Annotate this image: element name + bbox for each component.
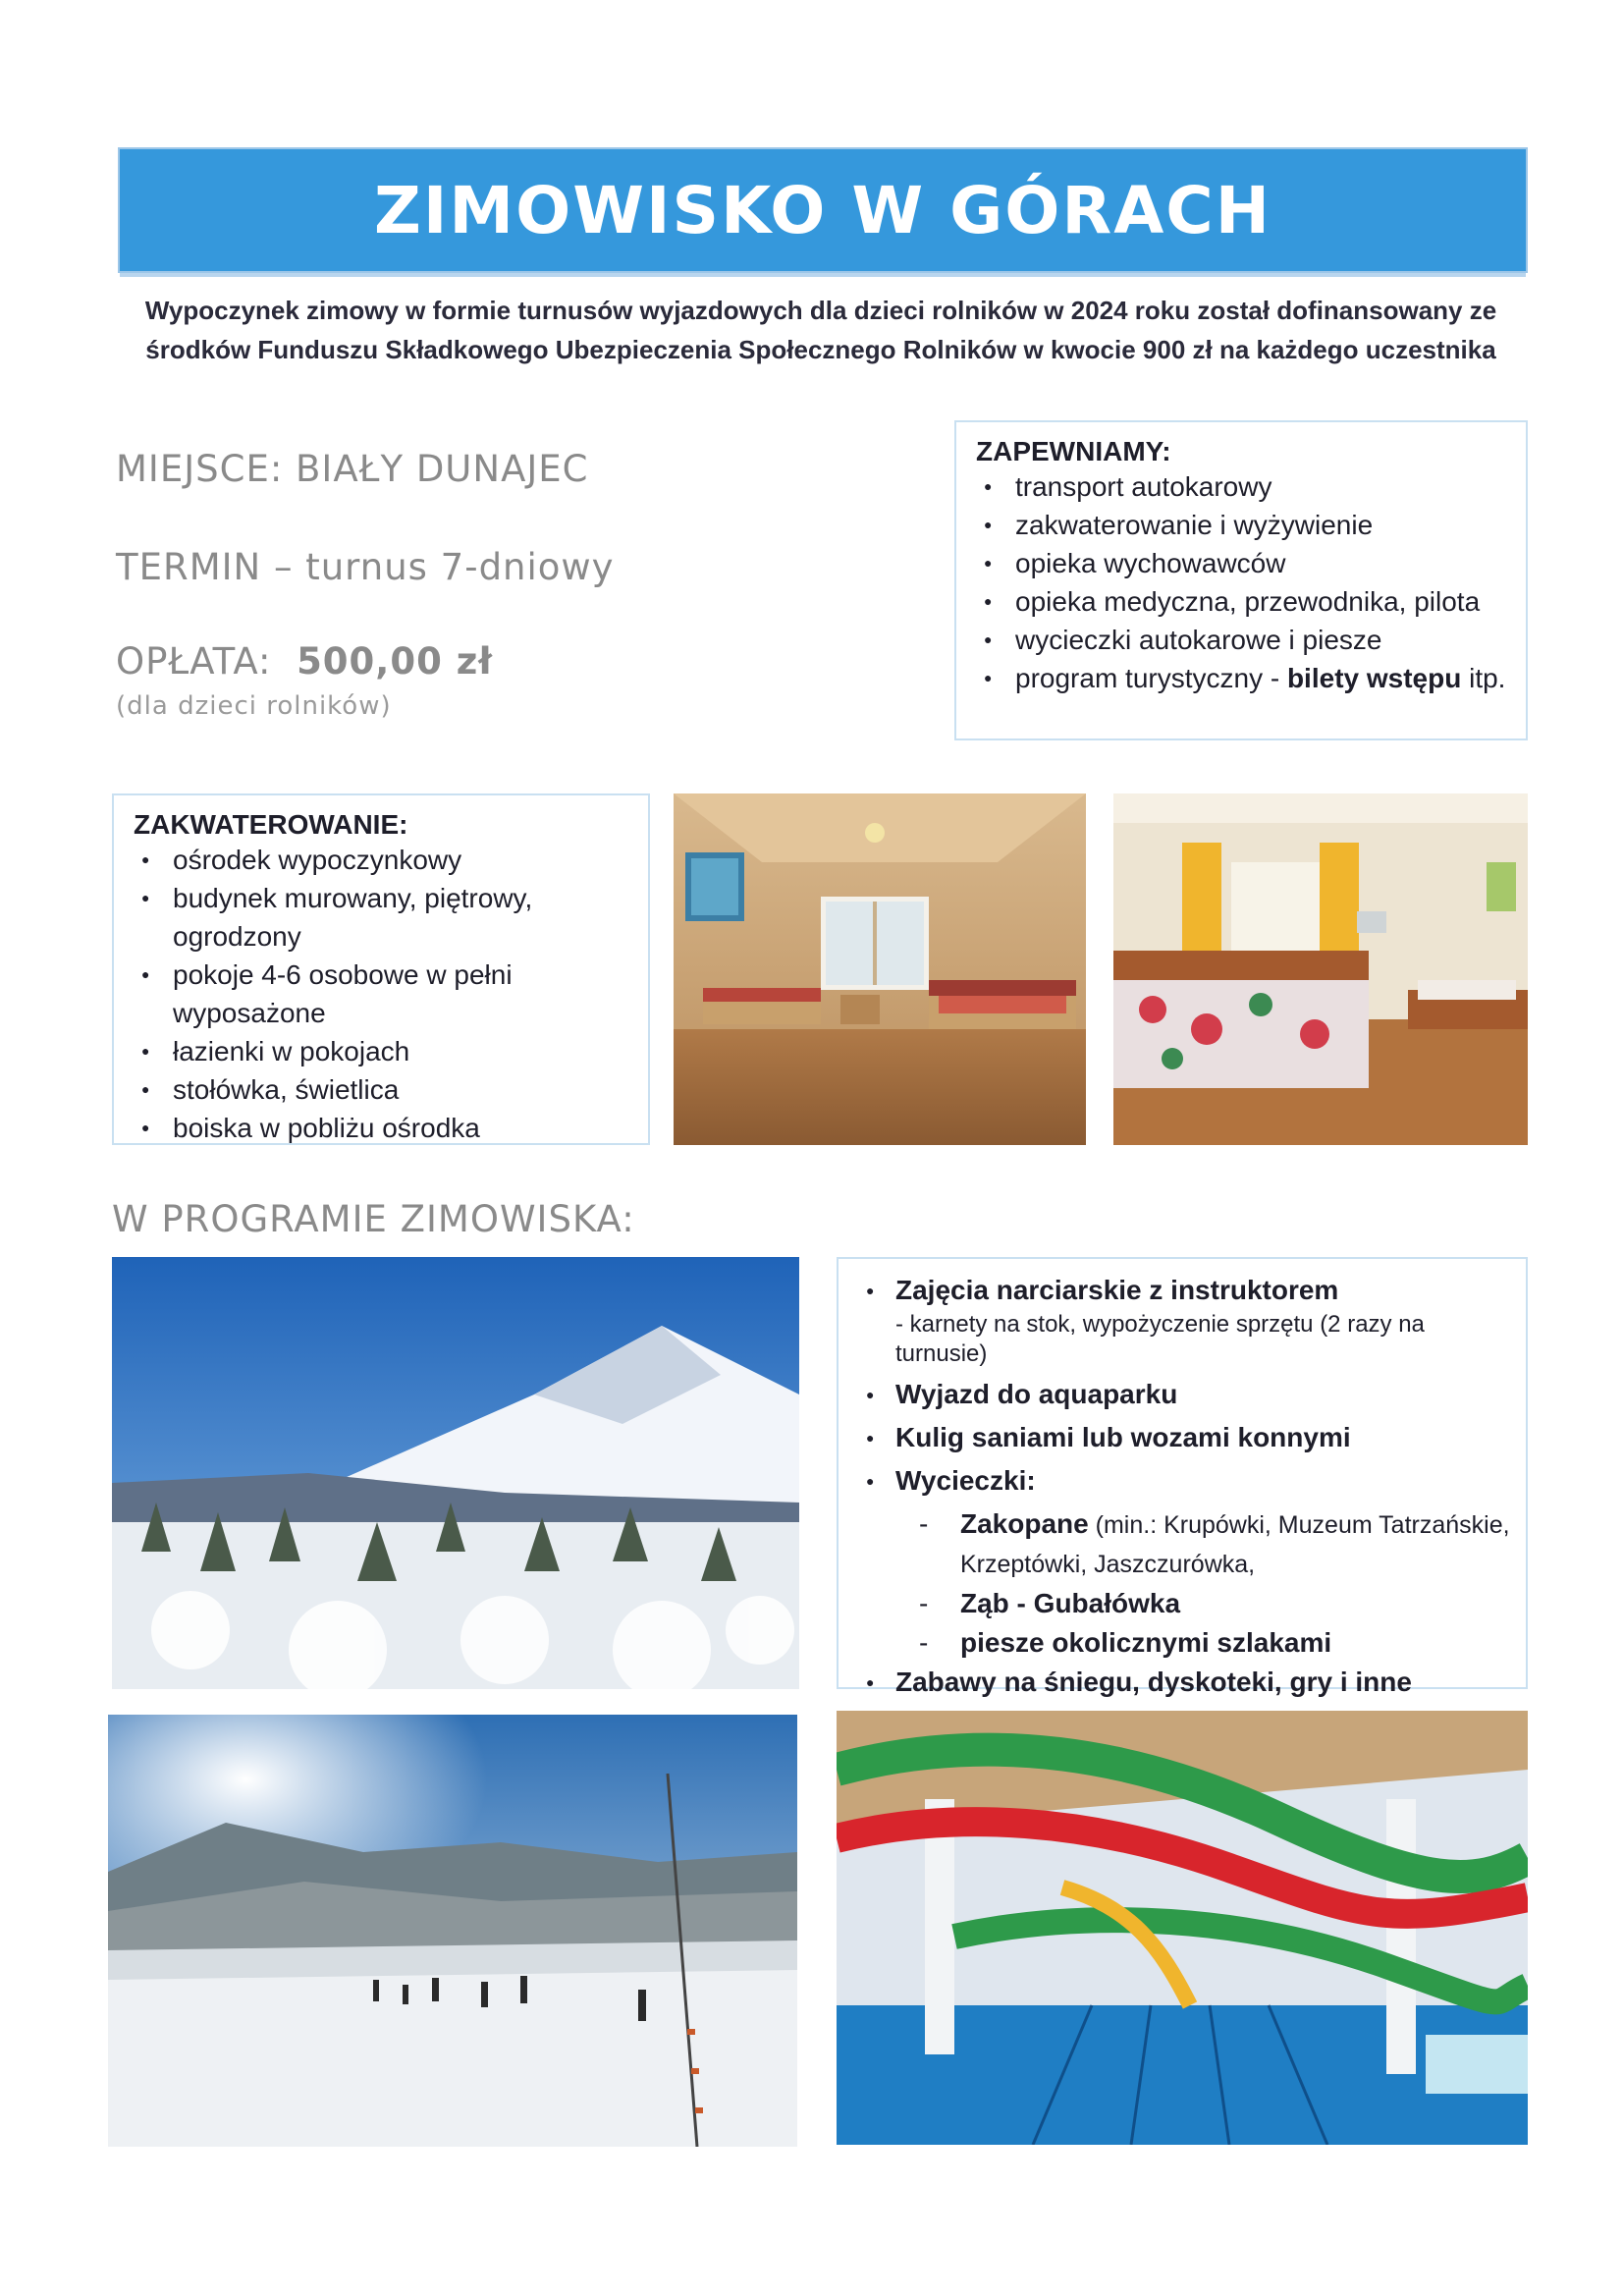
program-item-ski-detail: - karnety na stok, wypożyczenie sprzętu (2 razy na turnusie) bbox=[895, 1311, 1425, 1367]
location-heading: MIEJSCE: BIAŁY DUNAJEC bbox=[116, 448, 589, 490]
list-item: ● wycieczki autokarowe i piesze bbox=[976, 621, 1506, 659]
program-item-ski: ● Zajęcia narciarskie z instruktorem bbox=[852, 1271, 1512, 1310]
provided-box bbox=[954, 420, 1528, 740]
intro-line-1: Wypoczynek zimowy w formie turnusów wyjazdowych dla dzieci rolników w 2024 roku został dofinansowany ze bbox=[144, 296, 1497, 325]
provided-list bbox=[976, 467, 1506, 697]
intro-text bbox=[118, 291, 1524, 369]
list-item: ● transport autokarowy bbox=[976, 467, 1506, 506]
trip-zakopane-name: Zakopane bbox=[960, 1508, 1089, 1539]
trip-hiking bbox=[852, 1623, 1512, 1663]
program-item-trips: ● Wycieczki: bbox=[852, 1461, 1512, 1501]
program-box bbox=[837, 1257, 1528, 1697]
title-banner bbox=[118, 147, 1528, 273]
fee-label: OPŁATA: bbox=[116, 640, 272, 683]
list-item: ● opieka wychowawców bbox=[976, 544, 1506, 582]
fee-note: (dla dzieci rolników) bbox=[116, 691, 392, 721]
list-item: ● opieka medyczna, przewodnika, pilota bbox=[976, 582, 1506, 621]
program-item-sleigh: ● Kulig saniami lub wozami konnymi bbox=[852, 1418, 1512, 1457]
page-title: ZIMOWISKO W GÓRACH bbox=[374, 172, 1271, 248]
trip-zakopane bbox=[852, 1504, 1512, 1545]
room-photo-wooden bbox=[674, 793, 1086, 1145]
list-item-bold: bilety wstępu bbox=[1286, 663, 1462, 693]
fee-value: 500,00 zł bbox=[297, 640, 493, 683]
mountain-photo bbox=[112, 1257, 799, 1689]
trip-gubalowka-name: Ząb - Gubałówka bbox=[960, 1588, 1181, 1618]
fee-heading bbox=[116, 640, 493, 683]
trip-hiking-name: piesze okolicznymi szlakami bbox=[960, 1627, 1332, 1658]
program-item-fun: ● Zabawy na śniegu, dyskoteki, gry i inne bbox=[852, 1663, 1512, 1741]
accommodation-box bbox=[112, 793, 650, 1145]
list-item-text: itp. bbox=[1461, 663, 1506, 693]
intro-line-2: środków Funduszu Składkowego Ubezpieczenia Społecznego Rolników w kwocie 900 zł na każdego uczestnika bbox=[145, 335, 1496, 364]
room-photo-bright bbox=[1113, 793, 1528, 1145]
accommodation-list bbox=[134, 841, 628, 1147]
program-heading: W PROGRAMIE ZIMOWISKA: bbox=[112, 1198, 635, 1240]
accommodation-heading: ZAKWATEROWANIE: bbox=[134, 809, 408, 840]
trip-zakopane-detail: (min.: Krupówki, Muzeum Tatrzańskie, bbox=[1088, 1511, 1510, 1539]
list-item: ● łazienki w pokojach bbox=[134, 1032, 628, 1070]
list-item: ● ośrodek wypoczynkowy bbox=[134, 841, 628, 879]
list-item: ● stołówka, świetlica bbox=[134, 1070, 628, 1109]
ski-slope-photo bbox=[108, 1715, 797, 2147]
list-item: ● zakwaterowanie i wyżywienie bbox=[976, 506, 1506, 544]
list-item: ● budynek murowany, piętrowy, ogrodzony bbox=[134, 879, 628, 956]
list-item bbox=[976, 659, 1506, 697]
aquapark-photo bbox=[837, 1711, 1528, 2145]
list-item: ● boiska w pobliżu ośrodka bbox=[134, 1109, 628, 1147]
program-item-aquapark: ● Wyjazd do aquaparku bbox=[852, 1375, 1512, 1414]
trip-gubalowka bbox=[852, 1584, 1512, 1623]
list-item-text: program turystyczny - bbox=[1015, 663, 1287, 693]
provided-heading: ZAPEWNIAMY: bbox=[976, 436, 1171, 466]
term-heading: TERMIN – turnus 7-dniowy bbox=[116, 546, 615, 588]
list-item: ● pokoje 4-6 osobowe w pełni wyposażone bbox=[134, 956, 628, 1032]
trip-zakopane-cont: Krzeptówki, Jaszczurówka, bbox=[960, 1551, 1256, 1578]
